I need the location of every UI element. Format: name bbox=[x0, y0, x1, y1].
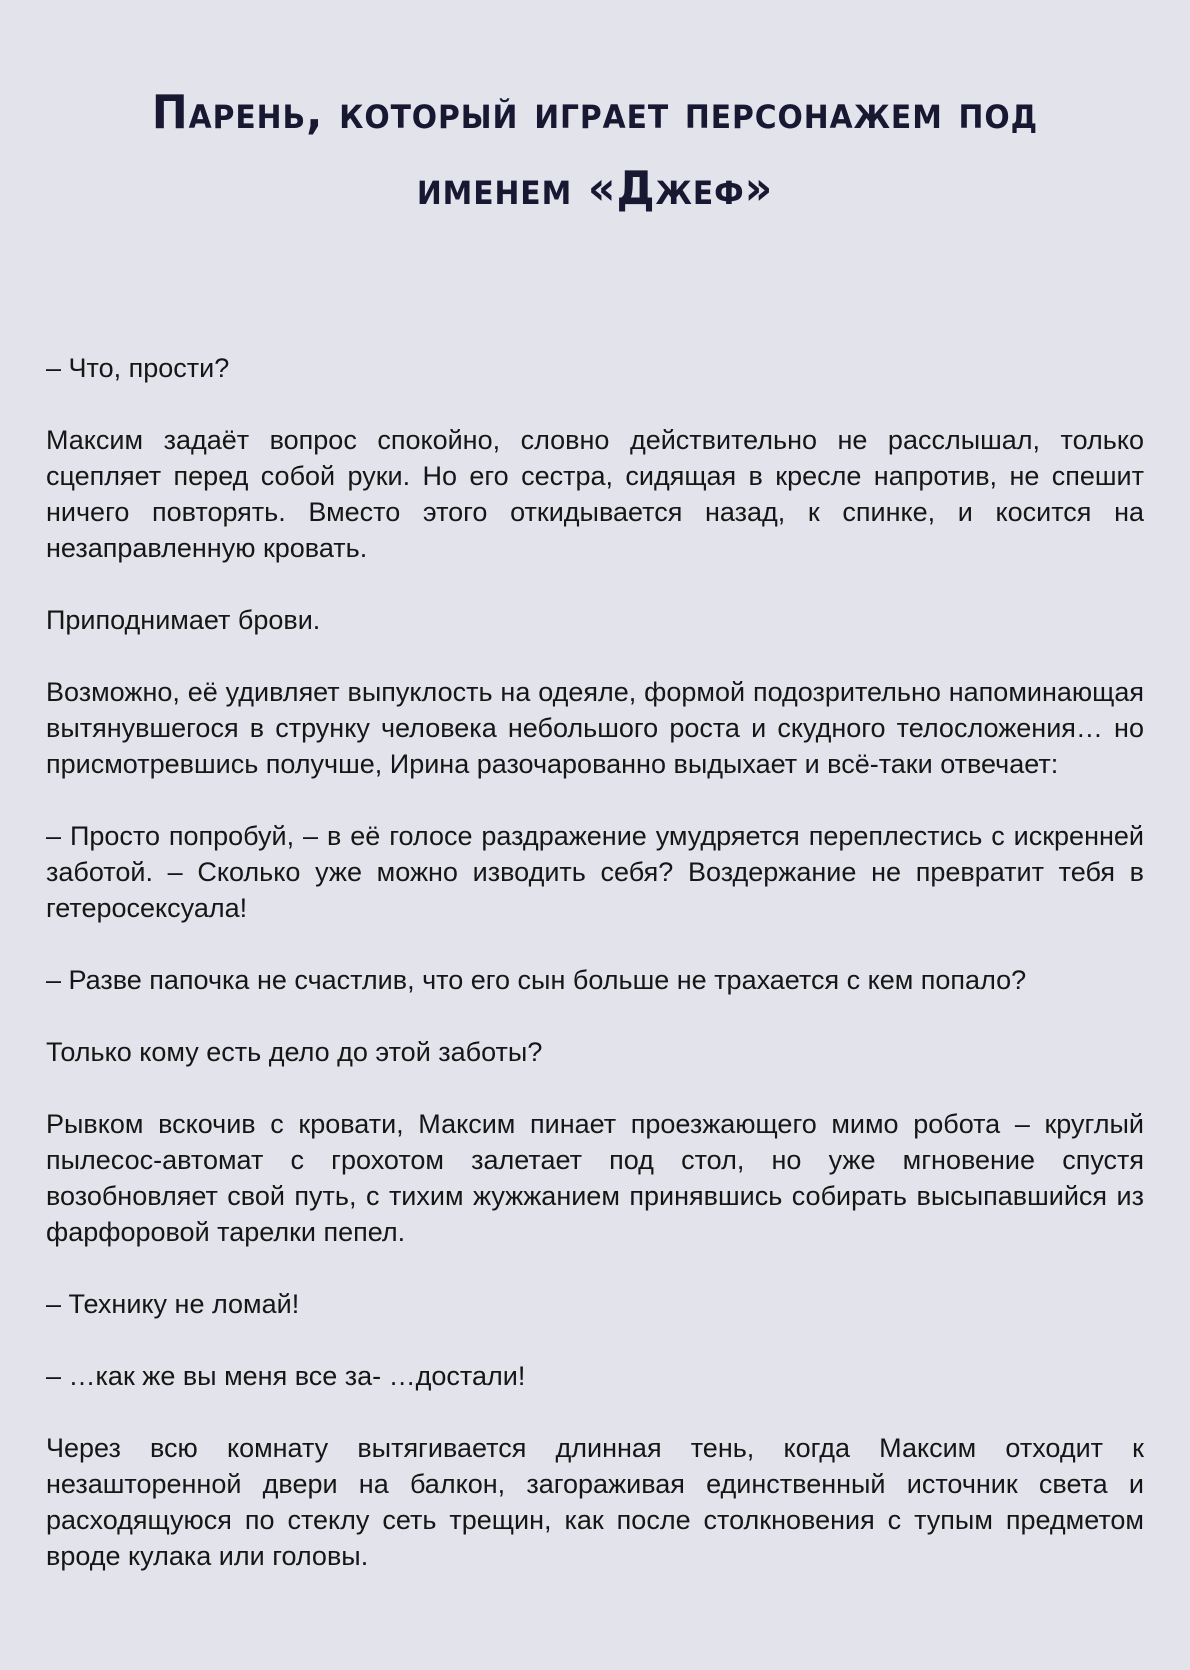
paragraph: Приподнимает брови. bbox=[46, 605, 321, 635]
paragraph: Через всю комнату вытягивается длинная тень, когда Максим отходит к незашторенной двери на балкон, загораживая единственный источник света и расходящуюся по стеклу сеть трещин, как после столкновения с тупым предметом вроде кулака или головы. bbox=[46, 1433, 1144, 1571]
paragraph: Максим задаёт вопрос спокойно, словно действительно не расслышал, только сцепляет перед собой руки. Но его сестра, сидящая в кресле напротив, не спешит ничего повторять. Вместо этого откидывается назад, к спинке, и косится на незаправленную кровать. bbox=[46, 425, 1144, 563]
paragraph: – Просто попробуй, – в её голосе раздражение умудряется переплестись с искренней заботой. – Сколько уже можно изводить себя? Воздержание не превратит тебя в гетеросексуала! bbox=[46, 821, 1144, 923]
paragraph: – Технику не ломай! bbox=[46, 1289, 300, 1319]
paragraph: – Разве папочка не счастлив, что его сын больше не трахается с кем попало? bbox=[46, 965, 1027, 995]
paragraph: – Что, прости? bbox=[46, 353, 230, 383]
chapter-body bbox=[46, 350, 1144, 1574]
paragraph: Возможно, её удивляет выпуклость на одеяле, формой подозрительно напоминающая вытянувшегося в струнку человека небольшого роста и скудного телосложения… но присмотревшись получше, Ирина разочарованно выдыхает и всё-таки отвечает: bbox=[46, 677, 1144, 779]
paragraph: Рывком вскочив с кровати, Максим пинает проезжающего мимо робота – круглый пылесос-автомат с грохотом залетает под стол, но уже мгновение спустя возобновляет свой путь, с тихим жужжанием принявшись собирать высыпавшийся из фарфоровой тарелки пепел. bbox=[46, 1109, 1144, 1247]
chapter-title: Парень, который играет персонажем под именем «Джеф» bbox=[151, 85, 1039, 215]
paragraph: – …как же вы меня все за- …достали! bbox=[46, 1361, 526, 1391]
paragraph: Только кому есть дело до этой заботы? bbox=[46, 1037, 543, 1067]
